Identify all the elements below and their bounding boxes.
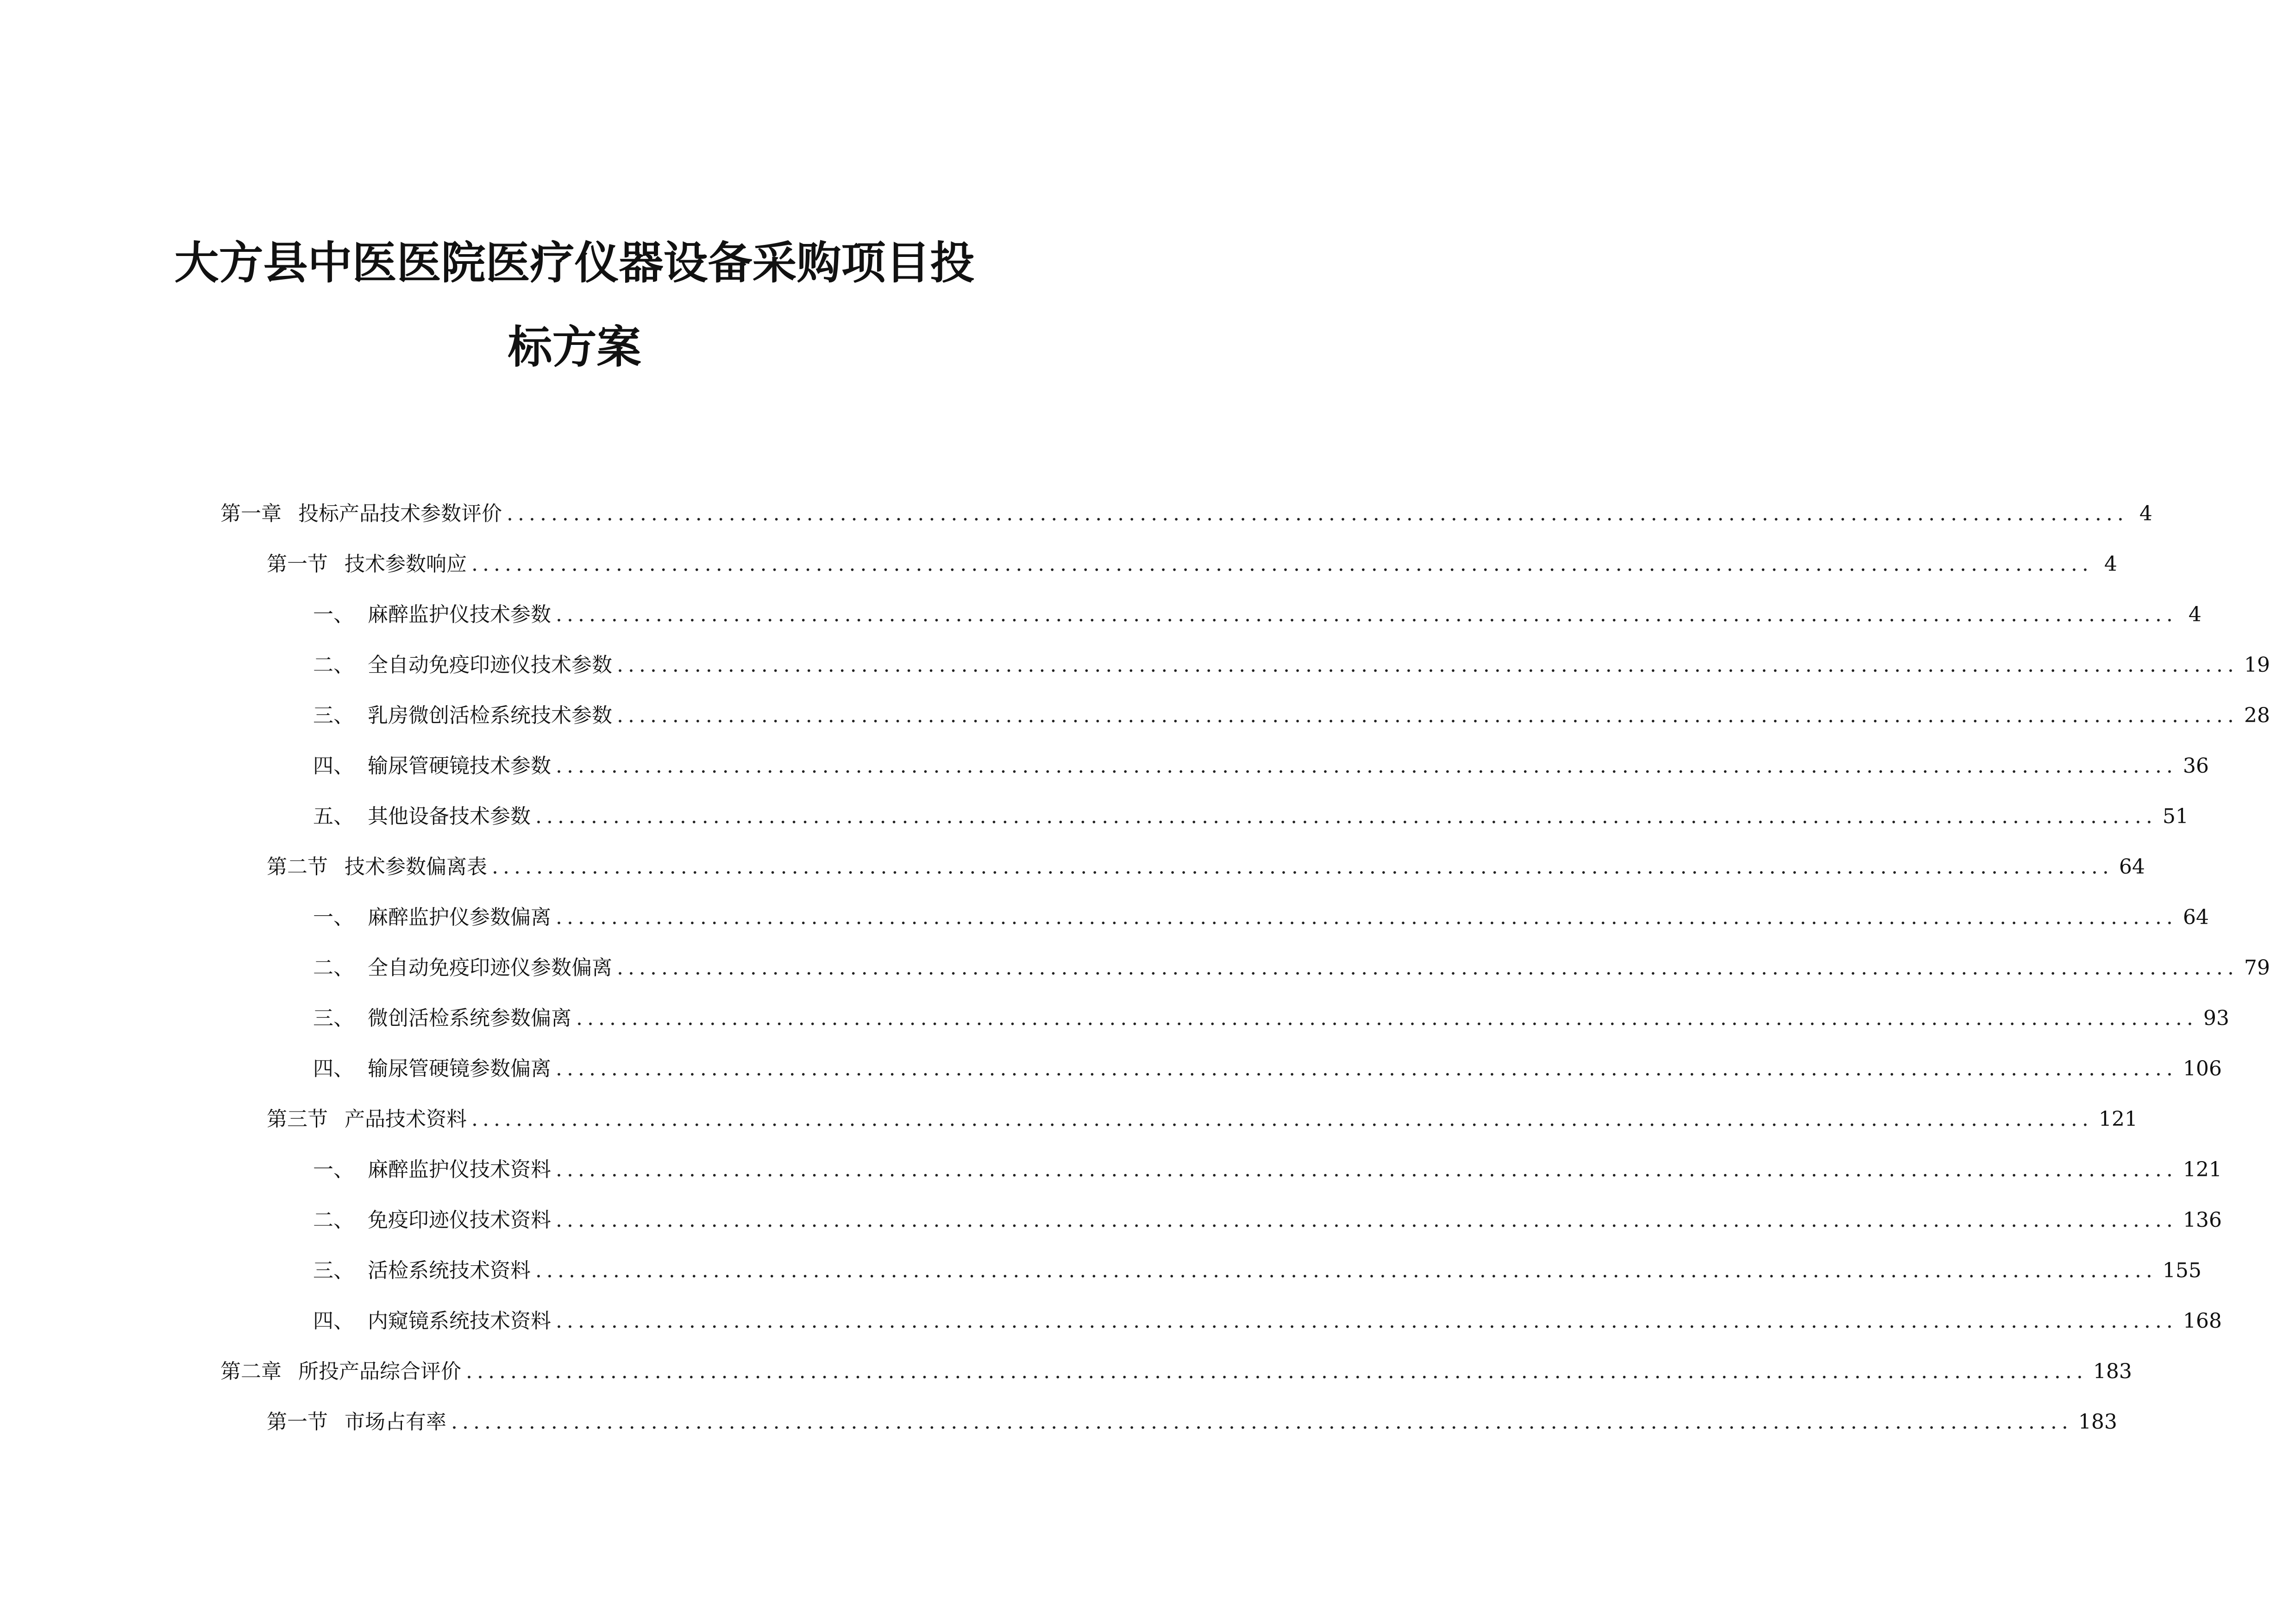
toc-entry-page: 4	[2188, 603, 2202, 626]
toc-entry-title: 微创活检系统参数偏离	[368, 1006, 571, 1030]
toc-entry-number: 第三节	[267, 1107, 328, 1131]
toc-entry-page: 93	[2203, 1006, 2230, 1030]
toc-entry-number: 三、	[313, 1259, 354, 1282]
toc-entry[interactable]	[220, 500, 2153, 528]
toc-entry-page: 155	[2163, 1259, 2201, 1282]
toc-entry[interactable]	[267, 550, 2118, 578]
toc-dot-leader: ..................................................................................................................................................	[556, 1309, 2178, 1333]
toc-entry-page: 121	[2183, 1158, 2222, 1181]
toc-entry-page: 4	[2104, 552, 2118, 576]
toc-dot-leader: ..................................................................................................................................................	[576, 1006, 2198, 1030]
toc-entry-title: 输尿管硬镜参数偏离	[368, 1057, 551, 1081]
toc-entry-title: 麻醉监护仪技术参数	[368, 603, 551, 626]
toc-entry[interactable]	[313, 1005, 2230, 1032]
toc-entry-page: 19	[2244, 653, 2270, 677]
toc-entry-number: 一、	[313, 603, 354, 626]
toc-dot-leader: ..................................................................................................................................................	[556, 1208, 2178, 1232]
toc-entry[interactable]	[267, 853, 2145, 881]
toc-entry-number: 第二章	[220, 1360, 282, 1383]
toc-entry-title: 全自动免疫印迹仪技术参数	[368, 653, 612, 677]
toc-entry-page: 79	[2244, 956, 2270, 980]
toc-entry-number: 第一节	[267, 1410, 328, 1434]
toc-entry[interactable]	[267, 1408, 2117, 1436]
toc-entry-number: 五、	[313, 805, 354, 828]
toc-dot-leader: ..................................................................................................................................................	[617, 956, 2239, 980]
toc-entry[interactable]	[313, 601, 2202, 629]
toc-entry-title: 所投产品综合评价	[298, 1360, 461, 1383]
toc-entry-number: 二、	[313, 956, 354, 980]
toc-entry-page: 4	[2139, 502, 2153, 525]
toc-dot-leader: ..................................................................................................................................................	[451, 1410, 2073, 1434]
toc-entry-number: 一、	[313, 906, 354, 929]
toc-entry-title: 活检系统技术资料	[368, 1259, 531, 1282]
toc-entry[interactable]	[313, 803, 2189, 831]
toc-dot-leader: ..................................................................................................................................................	[556, 603, 2178, 626]
toc-entry-page: 28	[2244, 704, 2270, 727]
toc-entry[interactable]	[313, 1055, 2222, 1083]
toc-entry[interactable]	[313, 702, 2270, 730]
toc-dot-leader: ..................................................................................................................................................	[617, 704, 2239, 727]
toc-dot-leader: ..................................................................................................................................................	[471, 1107, 2094, 1131]
toc-entry-page: 183	[2093, 1360, 2132, 1383]
toc-entry-title: 技术参数偏离表	[345, 855, 487, 879]
toc-entry-title: 免疫印迹仪技术资料	[368, 1208, 551, 1232]
toc-entry-number: 三、	[313, 704, 354, 727]
toc-entry-page: 106	[2183, 1057, 2222, 1081]
toc-entry[interactable]	[220, 1358, 2132, 1386]
toc-entry[interactable]	[267, 1106, 2138, 1133]
toc-entry-title: 市场占有率	[345, 1410, 446, 1434]
toc-dot-leader: ..................................................................................................................................................	[617, 653, 2239, 677]
toc-entry-page: 64	[2183, 906, 2209, 929]
toc-entry-number: 四、	[313, 1309, 354, 1333]
toc-entry[interactable]	[313, 954, 2270, 982]
toc-entry-page: 183	[2078, 1410, 2117, 1434]
toc-entry-number: 二、	[313, 1208, 354, 1232]
toc-entry[interactable]	[313, 904, 2209, 931]
toc-entry[interactable]	[313, 1206, 2222, 1234]
toc-dot-leader: ..................................................................................................................................................	[535, 1259, 2157, 1282]
toc-entry-page: 64	[2119, 855, 2145, 879]
toc-entry-number: 第一节	[267, 552, 328, 576]
toc-entry-title: 投标产品技术参数评价	[298, 502, 502, 525]
toc-entry-page: 121	[2099, 1107, 2138, 1131]
toc-entry-title: 其他设备技术参数	[368, 805, 531, 828]
toc-dot-leader: ..................................................................................................................................................	[471, 552, 2094, 576]
toc-entry-title: 麻醉监护仪参数偏离	[368, 906, 551, 929]
toc-dot-leader: ..................................................................................................................................................	[535, 805, 2157, 828]
toc-entry-title: 产品技术资料	[345, 1107, 467, 1131]
toc-entry-number: 四、	[313, 754, 354, 778]
toc-entry-number: 第一章	[220, 502, 282, 525]
toc-entry-number: 一、	[313, 1158, 354, 1181]
toc-entry-title: 乳房微创活检系统技术参数	[368, 704, 612, 727]
toc-dot-leader: ..................................................................................................................................................	[466, 1360, 2088, 1383]
toc-entry[interactable]	[313, 1257, 2201, 1285]
toc-entry[interactable]	[313, 752, 2209, 780]
toc-entry-title: 麻醉监护仪技术资料	[368, 1158, 551, 1181]
toc-dot-leader: ..................................................................................................................................................	[556, 1158, 2178, 1181]
toc-entry-number: 四、	[313, 1057, 354, 1081]
toc-entry-page: 36	[2183, 754, 2209, 778]
toc-dot-leader: ..................................................................................................................................................	[556, 1057, 2178, 1081]
toc-entry-number: 三、	[313, 1006, 354, 1030]
toc-entry-number: 第二节	[267, 855, 328, 879]
toc-dot-leader: ..................................................................................................................................................	[556, 906, 2178, 929]
toc-dot-leader: ..................................................................................................................................................	[507, 502, 2129, 525]
toc-entry-page: 168	[2183, 1309, 2222, 1333]
toc-entry-title: 输尿管硬镜技术参数	[368, 754, 551, 778]
toc-dot-leader: ..................................................................................................................................................	[556, 754, 2178, 778]
toc-entry[interactable]	[313, 1156, 2222, 1184]
toc-entry-title: 内窥镜系统技术资料	[368, 1309, 551, 1333]
document-title-line-2: 标方案	[508, 321, 641, 373]
toc-entry-title: 全自动免疫印迹仪参数偏离	[368, 956, 612, 980]
toc-entry-page: 51	[2163, 805, 2189, 828]
toc-dot-leader: ..................................................................................................................................................	[492, 855, 2114, 879]
toc-entry[interactable]	[313, 651, 2270, 679]
toc-entry-page: 136	[2183, 1208, 2222, 1232]
toc-entry[interactable]	[313, 1307, 2222, 1335]
toc-entry-title: 技术参数响应	[345, 552, 467, 576]
toc-entry-number: 二、	[313, 653, 354, 677]
document-title-line-1: 大方县中医医院医疗仪器设备采购项目投	[174, 237, 975, 289]
